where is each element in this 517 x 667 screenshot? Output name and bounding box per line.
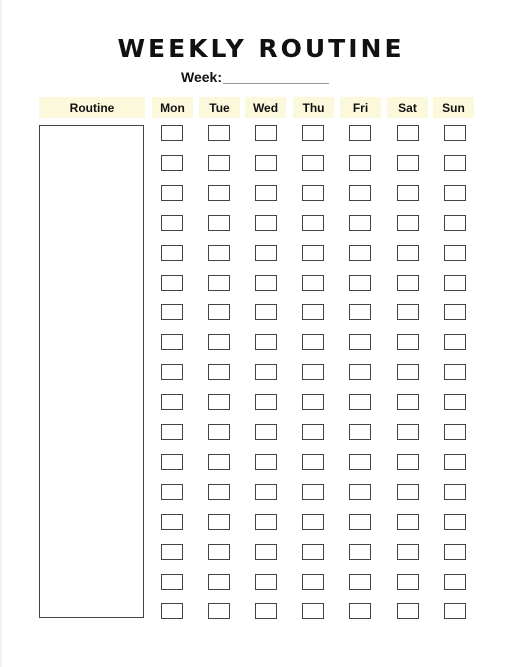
checkbox-wed[interactable]: [255, 514, 277, 530]
checkbox-sat[interactable]: [397, 215, 419, 231]
checkbox-tue[interactable]: [208, 275, 230, 291]
checkbox-thu[interactable]: [302, 185, 324, 201]
checkbox-fri[interactable]: [349, 275, 371, 291]
checkbox-sun[interactable]: [444, 364, 466, 380]
checkbox-tue[interactable]: [208, 364, 230, 380]
week-label: Week:: [181, 69, 222, 85]
routine-list-box[interactable]: [39, 125, 144, 618]
checkbox-wed[interactable]: [255, 574, 277, 590]
checkbox-fri[interactable]: [349, 185, 371, 201]
checkbox-sat[interactable]: [397, 304, 419, 320]
checkbox-thu[interactable]: [302, 484, 324, 500]
checkbox-tue[interactable]: [208, 245, 230, 261]
checkbox-fri[interactable]: [349, 334, 371, 350]
checkbox-sun[interactable]: [444, 514, 466, 530]
checkbox-sat[interactable]: [397, 245, 419, 261]
checkbox-mon[interactable]: [161, 155, 183, 171]
checkbox-sun[interactable]: [444, 454, 466, 470]
checkbox-thu[interactable]: [302, 334, 324, 350]
checkbox-mon[interactable]: [161, 603, 183, 619]
checkbox-wed[interactable]: [255, 304, 277, 320]
checkbox-wed[interactable]: [255, 364, 277, 380]
checkbox-fri[interactable]: [349, 514, 371, 530]
checkbox-sun[interactable]: [444, 245, 466, 261]
checkbox-thu[interactable]: [302, 125, 324, 141]
checkbox-mon[interactable]: [161, 304, 183, 320]
day-header-sun: Sun: [433, 97, 474, 118]
checkbox-mon[interactable]: [161, 125, 183, 141]
checkbox-wed[interactable]: [255, 334, 277, 350]
checkbox-fri[interactable]: [349, 215, 371, 231]
routine-header: Routine: [39, 97, 145, 118]
checkbox-wed[interactable]: [255, 155, 277, 171]
checkbox-wed[interactable]: [255, 603, 277, 619]
checkbox-sun[interactable]: [444, 215, 466, 231]
checkbox-sun[interactable]: [444, 155, 466, 171]
checkbox-wed[interactable]: [255, 454, 277, 470]
checkbox-thu[interactable]: [302, 454, 324, 470]
checkbox-sat[interactable]: [397, 394, 419, 410]
checkbox-thu[interactable]: [302, 544, 324, 560]
checkbox-tue[interactable]: [208, 484, 230, 500]
checkbox-sun[interactable]: [444, 603, 466, 619]
checkbox-wed[interactable]: [255, 245, 277, 261]
checkbox-tue[interactable]: [208, 304, 230, 320]
checkbox-sat[interactable]: [397, 364, 419, 380]
day-header-wed: Wed: [245, 97, 286, 118]
checkbox-fri[interactable]: [349, 364, 371, 380]
page-title: WEEKLY ROUTINE: [117, 34, 405, 63]
checkbox-tue[interactable]: [208, 185, 230, 201]
checkbox-mon[interactable]: [161, 514, 183, 530]
checkbox-sat[interactable]: [397, 155, 419, 171]
checkbox-thu[interactable]: [302, 304, 324, 320]
checkbox-wed[interactable]: [255, 544, 277, 560]
checkbox-tue[interactable]: [208, 394, 230, 410]
checkbox-thu[interactable]: [302, 155, 324, 171]
checkbox-tue[interactable]: [208, 334, 230, 350]
checkbox-sun[interactable]: [444, 424, 466, 440]
checkbox-thu[interactable]: [302, 514, 324, 530]
checkbox-wed[interactable]: [255, 394, 277, 410]
checkbox-sat[interactable]: [397, 484, 419, 500]
checkbox-wed[interactable]: [255, 424, 277, 440]
checkbox-sat[interactable]: [397, 514, 419, 530]
checkbox-fri[interactable]: [349, 304, 371, 320]
checkbox-mon[interactable]: [161, 334, 183, 350]
checkbox-wed[interactable]: [255, 125, 277, 141]
checkbox-tue[interactable]: [208, 215, 230, 231]
checkbox-thu[interactable]: [302, 215, 324, 231]
checkbox-fri[interactable]: [349, 603, 371, 619]
checkbox-sat[interactable]: [397, 454, 419, 470]
checkbox-sun[interactable]: [444, 275, 466, 291]
week-field[interactable]: [181, 69, 329, 85]
checkbox-mon[interactable]: [161, 574, 183, 590]
checkbox-sat[interactable]: [397, 185, 419, 201]
checkbox-sat[interactable]: [397, 603, 419, 619]
page-edge: [0, 0, 2, 667]
checkbox-fri[interactable]: [349, 125, 371, 141]
checkbox-mon[interactable]: [161, 364, 183, 380]
checkbox-thu[interactable]: [302, 245, 324, 261]
checkbox-mon[interactable]: [161, 424, 183, 440]
checkbox-tue[interactable]: [208, 454, 230, 470]
checkbox-sat[interactable]: [397, 125, 419, 141]
checkbox-mon[interactable]: [161, 484, 183, 500]
day-header-fri: Fri: [340, 97, 381, 118]
checkbox-mon[interactable]: [161, 215, 183, 231]
checkbox-fri[interactable]: [349, 454, 371, 470]
checkbox-fri[interactable]: [349, 544, 371, 560]
checkbox-sun[interactable]: [444, 394, 466, 410]
checkbox-fri[interactable]: [349, 574, 371, 590]
checkbox-tue[interactable]: [208, 544, 230, 560]
checkbox-tue[interactable]: [208, 603, 230, 619]
checkbox-fri[interactable]: [349, 484, 371, 500]
checkbox-sat[interactable]: [397, 275, 419, 291]
checkbox-thu[interactable]: [302, 394, 324, 410]
checkbox-wed[interactable]: [255, 185, 277, 201]
checkbox-sun[interactable]: [444, 304, 466, 320]
checkbox-wed[interactable]: [255, 275, 277, 291]
checkbox-tue[interactable]: [208, 155, 230, 171]
checkbox-fri[interactable]: [349, 245, 371, 261]
checkbox-thu[interactable]: [302, 275, 324, 291]
checkbox-tue[interactable]: [208, 574, 230, 590]
checkbox-mon[interactable]: [161, 245, 183, 261]
checkbox-thu[interactable]: [302, 574, 324, 590]
checkbox-sun[interactable]: [444, 125, 466, 141]
checkbox-thu[interactable]: [302, 603, 324, 619]
checkbox-mon[interactable]: [161, 544, 183, 560]
checkbox-tue[interactable]: [208, 125, 230, 141]
checkbox-sat[interactable]: [397, 574, 419, 590]
day-header-thu: Thu: [293, 97, 334, 118]
checkbox-thu[interactable]: [302, 424, 324, 440]
checkbox-mon[interactable]: [161, 185, 183, 201]
checkbox-mon[interactable]: [161, 454, 183, 470]
day-header-sat: Sat: [387, 97, 428, 118]
checkbox-tue[interactable]: [208, 424, 230, 440]
day-header-tue: Tue: [199, 97, 240, 118]
checkbox-sun[interactable]: [444, 484, 466, 500]
checkbox-fri[interactable]: [349, 155, 371, 171]
week-write-line[interactable]: [223, 83, 329, 84]
checkbox-sat[interactable]: [397, 334, 419, 350]
checkbox-sun[interactable]: [444, 544, 466, 560]
checkbox-sun[interactable]: [444, 185, 466, 201]
checkbox-fri[interactable]: [349, 394, 371, 410]
day-header-mon: Mon: [152, 97, 193, 118]
checkbox-sat[interactable]: [397, 424, 419, 440]
checkbox-wed[interactable]: [255, 215, 277, 231]
checkbox-sat[interactable]: [397, 544, 419, 560]
checkbox-mon[interactable]: [161, 275, 183, 291]
checkbox-fri[interactable]: [349, 424, 371, 440]
checkbox-sun[interactable]: [444, 334, 466, 350]
checkbox-sun[interactable]: [444, 574, 466, 590]
checkbox-thu[interactable]: [302, 364, 324, 380]
checkbox-mon[interactable]: [161, 394, 183, 410]
checkbox-wed[interactable]: [255, 484, 277, 500]
checkbox-tue[interactable]: [208, 514, 230, 530]
